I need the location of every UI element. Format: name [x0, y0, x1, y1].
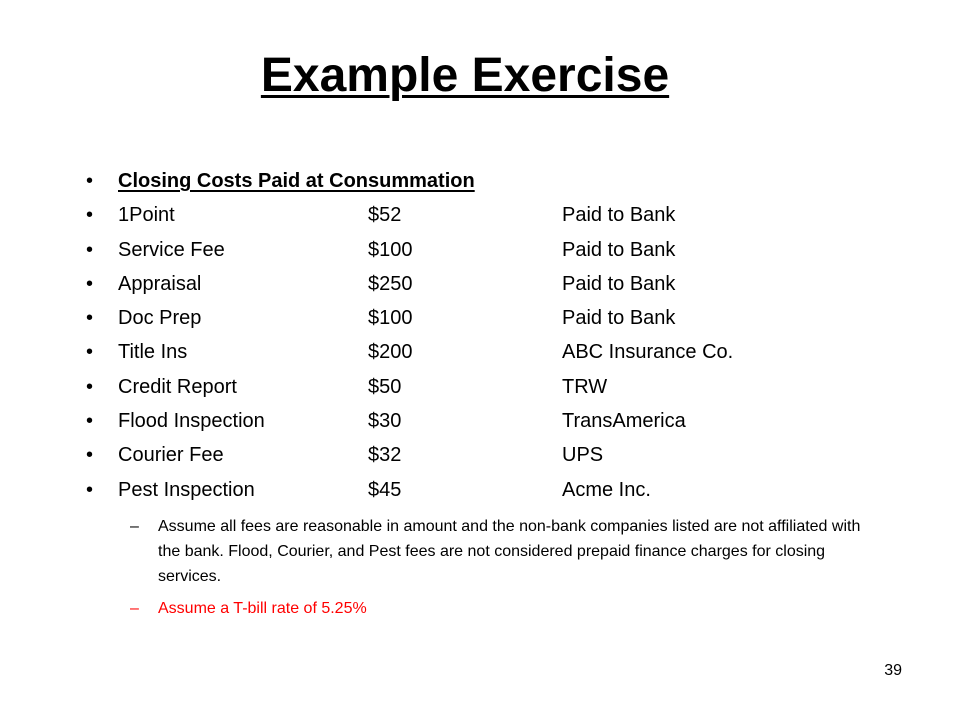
- bullet-icon: •: [86, 375, 94, 398]
- fee-amount: $250: [368, 272, 413, 295]
- fee-amount: $52: [368, 204, 402, 227]
- fee-payee: Paid to Bank: [562, 272, 676, 295]
- list-item: [86, 404, 926, 438]
- bullet-icon: •: [86, 410, 94, 433]
- note-item: [130, 514, 870, 589]
- list-item: [86, 198, 926, 232]
- slide-title: Example Exercise: [260, 49, 670, 102]
- list-item: [86, 438, 926, 472]
- fee-amount: $32: [368, 444, 402, 467]
- fee-name: Pest Inspection: [118, 478, 255, 501]
- notes-list: [130, 514, 870, 628]
- page-number: 39: [884, 662, 902, 679]
- fee-name: Appraisal: [118, 272, 202, 295]
- fee-payee: UPS: [562, 444, 604, 467]
- fee-amount: $100: [368, 307, 413, 330]
- list-item: [86, 335, 926, 369]
- fee-payee: Acme Inc.: [562, 478, 651, 501]
- fee-payee: Paid to Bank: [562, 204, 676, 227]
- fee-amount: $200: [368, 341, 413, 364]
- list-item: [86, 233, 926, 267]
- bullet-icon: •: [86, 238, 94, 261]
- fee-name: Flood Inspection: [118, 410, 265, 433]
- note-text: Assume a T-bill rate of 5.25%: [158, 600, 367, 617]
- bullet-icon: •: [86, 307, 94, 330]
- fee-name: Service Fee: [118, 238, 225, 261]
- bullet-icon: •: [86, 272, 94, 295]
- fee-name: Title Ins: [118, 341, 188, 364]
- fee-payee: Paid to Bank: [562, 307, 676, 330]
- bullet-icon: •: [86, 478, 94, 501]
- fee-name: 1Point: [118, 204, 175, 227]
- fee-payee: TRW: [562, 375, 608, 398]
- fee-payee: Paid to Bank: [562, 238, 676, 261]
- fee-amount: $45: [368, 478, 402, 501]
- list-item: [86, 301, 926, 335]
- bullet-icon: •: [86, 444, 94, 467]
- list-item: [86, 370, 926, 404]
- note-item: [130, 596, 870, 621]
- fee-amount: $50: [368, 375, 402, 398]
- fee-payee: TransAmerica: [562, 410, 686, 433]
- fee-payee: ABC Insurance Co.: [562, 341, 734, 364]
- fee-amount: $100: [368, 238, 413, 261]
- bullet-icon: •: [86, 341, 94, 364]
- bullet-icon: •: [86, 170, 94, 192]
- list-heading: Closing Costs Paid at Consummation: [118, 170, 475, 192]
- fee-name: Credit Report: [118, 375, 237, 398]
- list-heading-row: [86, 164, 926, 198]
- note-text: Assume all fees are reasonable in amount and the non-bank companies listed are not affiliated with the bank. Flood, Courier, and Pest fees are not considered prepaid finance charges for closing services.: [158, 518, 861, 585]
- closing-costs-list: [86, 164, 926, 507]
- list-item: [86, 267, 926, 301]
- dash-icon: –: [130, 518, 139, 535]
- list-item: [86, 473, 926, 507]
- fee-amount: $30: [368, 410, 402, 433]
- dash-icon: –: [130, 600, 139, 617]
- bullet-icon: •: [86, 204, 94, 227]
- fee-name: Courier Fee: [118, 444, 224, 467]
- fee-name: Doc Prep: [118, 307, 202, 330]
